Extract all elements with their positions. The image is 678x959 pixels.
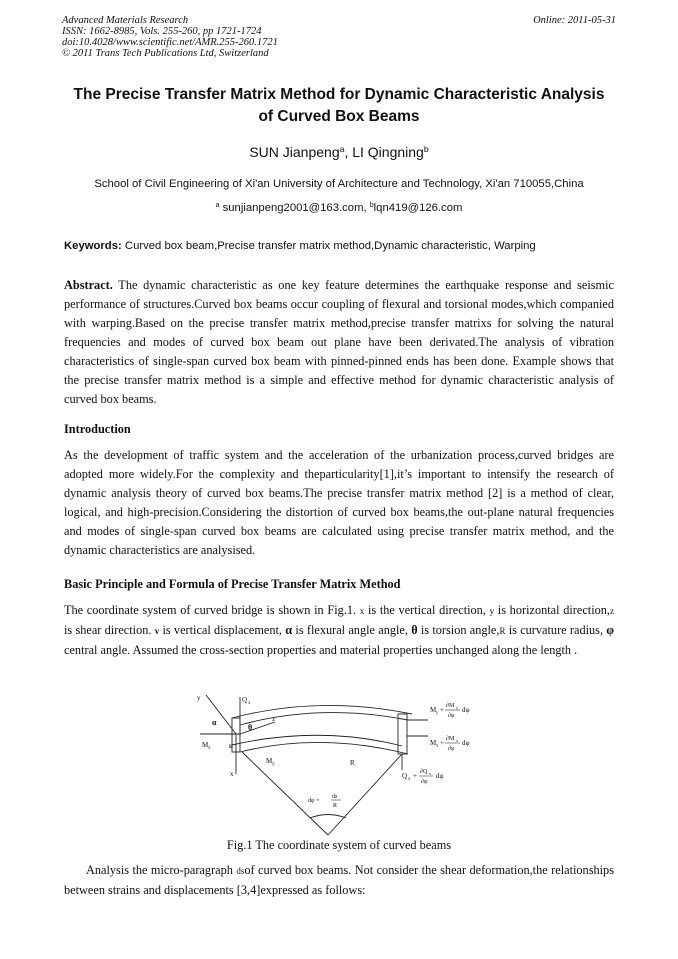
journal-header xyxy=(62,15,278,59)
label-mx-end-plus: + xyxy=(440,739,444,747)
doi-line: doi:10.4028/www.scientific.net/AMR.255-260.1721 xyxy=(62,37,278,48)
symbol-ds: ds xyxy=(236,866,245,876)
curved-beam-figure xyxy=(180,690,620,840)
beam-top-edge-inner xyxy=(240,713,408,725)
radius-line-right xyxy=(328,754,402,835)
label-my-end-den: ∂φ xyxy=(448,713,455,719)
label-q-end-plus: + xyxy=(413,772,417,780)
label-mx-end-den: ∂φ xyxy=(448,746,455,752)
label-u: u xyxy=(229,742,233,750)
email-b: lqn419@126.com xyxy=(373,202,463,214)
journal-name: Advanced Materials Research xyxy=(62,15,189,26)
online-date: Online: 2011-05-31 xyxy=(533,15,616,26)
label-my-end-num: ∂M xyxy=(446,703,455,709)
email-b-mark: b xyxy=(369,201,374,209)
text-run: is flexural angle angle, xyxy=(292,623,412,637)
label-my-end-tail: dφ xyxy=(462,706,470,714)
beam-bottom-edge-inner xyxy=(232,735,402,746)
copyright-line: © 2011 Trans Tech Publications Ltd, Switzerland xyxy=(62,48,269,59)
symbol-theta: θ xyxy=(411,623,418,637)
label-q-end-sub: x xyxy=(408,777,411,782)
label-my-end-sub: y xyxy=(436,711,439,716)
label-my-sub: y xyxy=(272,762,275,767)
symbol-z: z xyxy=(610,606,614,616)
label-my-end: M xyxy=(430,706,437,714)
author-2-affil-mark: b xyxy=(423,143,429,154)
keywords-text: Curved box beam,Precise transfer matrix method,Dynamic characteristic, Warping xyxy=(121,240,536,252)
text-run: is curvature radius, xyxy=(505,623,607,637)
label-dphi-num: ds xyxy=(332,794,338,800)
label-mx-end-tail: dφ xyxy=(462,739,470,747)
label-q-end-den: ∂φ xyxy=(421,779,428,785)
author-separator: , xyxy=(344,144,353,160)
introduction-text: As the development of traffic system and the acceleration of the urbanization process,curved bridges are adopted more widely.For the complexity and theparticularity[1],it’s important to intensify the research of dynamic analysis theory of curved box beams.The precise transfer matrix method [2] is a method of clear, logical, and high-precision.Considering the distortion of curved box beams,the out-plane natural frequencies and modes of single-span curved box beams are calculated using precise transfer matrix method, and the dynamic characteristics are analysised. xyxy=(64,448,614,557)
label-x: x xyxy=(230,770,234,778)
label-z: z xyxy=(272,715,276,723)
label-q-end: Q xyxy=(402,772,408,780)
label-y: y xyxy=(197,694,201,702)
symbol-R: R xyxy=(499,626,506,636)
text-run: The coordinate system of curved bridge is shown in Fig.1. xyxy=(64,603,360,617)
label-alpha: α xyxy=(212,718,217,727)
author-1-affil-mark: a xyxy=(339,143,345,154)
affiliation: School of Civil Engineering of Xi'an University of Architecture and Technology, Xi'an 710055,China xyxy=(94,178,584,190)
abstract xyxy=(64,276,614,409)
label-my-end-num-sub: y xyxy=(456,705,458,710)
label-q-end-num-sub: x xyxy=(429,771,431,776)
title-line-1: The Precise Transfer Matrix Method for Dynamic Characteristic Analysis xyxy=(73,86,605,103)
dphi-arc xyxy=(310,815,346,819)
symbol-v: v xyxy=(154,626,160,636)
issn-line: ISSN: 1662-8985, Vols. 255-260, pp 1721-1724 xyxy=(62,26,262,37)
title-line-2: of Curved Box Beams xyxy=(258,108,420,125)
text-run: of curved box beams. Not consider the shear deformation,the relationships between strains and displacements [3,4]expressed as follows: xyxy=(64,863,614,897)
text-run: Analysis the micro-paragraph xyxy=(86,863,237,877)
label-mx-end-sub: x xyxy=(436,744,439,749)
label-my: M xyxy=(266,757,273,765)
text-run: is torsion angle, xyxy=(417,623,500,637)
author-1: SUN Jianpeng xyxy=(249,144,340,160)
label-mx-sub: x xyxy=(208,746,211,751)
analysis-text xyxy=(64,861,614,900)
symbol-x: x xyxy=(359,606,365,616)
radius-line-left xyxy=(242,752,328,835)
author-emails xyxy=(40,202,638,214)
symbol-y: y xyxy=(489,606,495,616)
basic-principle-heading: Basic Principle and Formula of Precise Transfer Matrix Method xyxy=(64,577,401,591)
abstract-text: The dynamic characteristic as one key feature determines the earthquake response and seismic performance of structures.Curved box beams occur coupling of flexural and torsional modes,which companied with warping.Based on the precise transfer matrix method,precise transfer matrixs for solving the natural frequencies and modes of curved box beam out plane have been derivated.The analysis of vibration characteristics of single-span curved box beam with pinned-pinned ends has been done. Example shows that the precise transfer matrix method is a simple and effective method for dynamic characteristic analysis of curved box beams. xyxy=(64,278,614,406)
text-run: is shear direction. xyxy=(64,623,155,637)
label-mx-end-num-sub: x xyxy=(456,738,458,743)
email-a: sunjianpeng2001@163.com, xyxy=(222,202,370,214)
text-run: is horizontal direction, xyxy=(494,603,610,617)
keywords xyxy=(64,240,624,252)
label-qx-sub: x xyxy=(248,701,251,706)
figure-caption: Fig.1 The coordinate system of curved beams xyxy=(226,838,452,852)
symbol-phi: φ xyxy=(606,623,614,637)
keywords-label: Keywords: xyxy=(64,240,122,252)
label-qx: Q xyxy=(242,696,248,704)
email-a-mark: a xyxy=(215,201,220,209)
basic-principle-text xyxy=(64,601,614,660)
label-my-end-plus: + xyxy=(440,706,444,714)
label-q-end-tail: dφ xyxy=(436,772,444,780)
paper-title xyxy=(40,84,638,128)
label-mx-end: M xyxy=(430,739,437,747)
text-run: is vertical displacement, xyxy=(159,623,286,637)
y-axis xyxy=(206,695,236,734)
introduction-heading: Introduction xyxy=(64,422,131,436)
label-mx: M xyxy=(202,741,209,749)
label-dphi: dφ = xyxy=(308,798,320,804)
symbol-alpha: α xyxy=(285,623,293,637)
label-dphi-den: R xyxy=(333,803,338,809)
author-2: LI Qingning xyxy=(352,144,424,160)
text-run: is the vertical direction, xyxy=(364,603,490,617)
author-list xyxy=(40,144,638,160)
label-q-end-num: ∂Q xyxy=(420,769,428,775)
beam-bottom-edge xyxy=(240,742,408,754)
abstract-label: Abstract. xyxy=(64,278,113,292)
text-run: central angle. Assumed the cross-section properties and material properties unchanged along the length . xyxy=(64,643,578,657)
label-theta: θ xyxy=(248,723,253,732)
label-mx-end-num: ∂M xyxy=(446,736,455,742)
label-R: R xyxy=(350,759,355,767)
